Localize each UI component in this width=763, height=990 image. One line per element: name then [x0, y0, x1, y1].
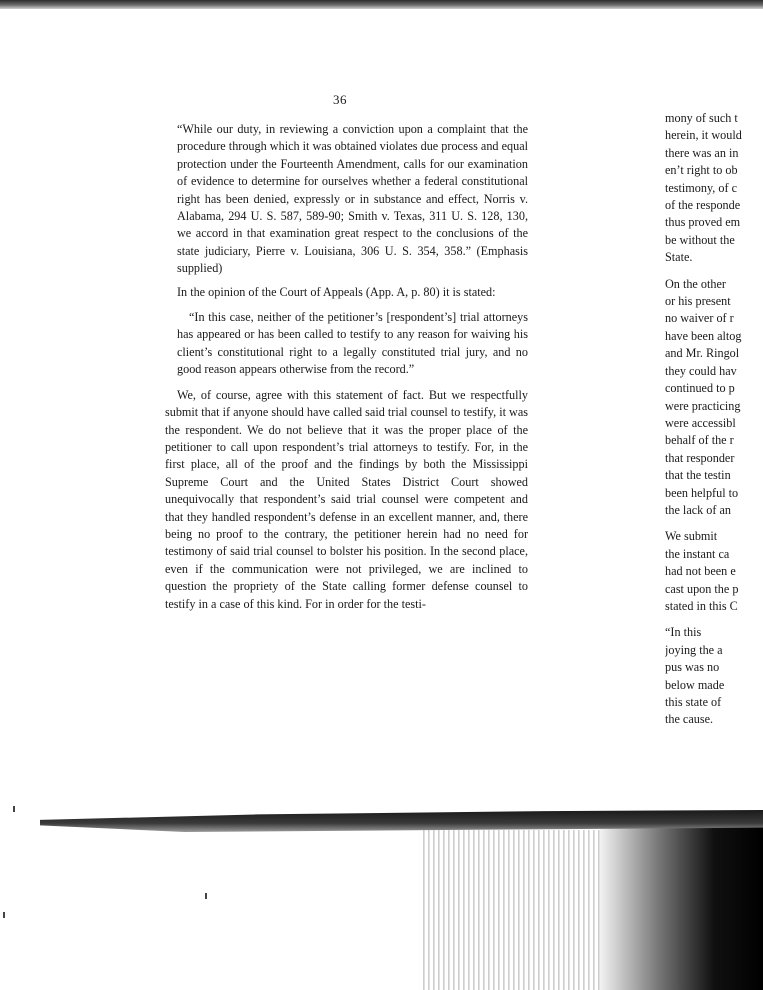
right-line: joying the a: [665, 642, 723, 657]
right-line: of the responde: [665, 198, 741, 213]
right-line: this state of: [665, 695, 722, 709]
paragraph-gap: [665, 519, 763, 528]
right-line: We submit: [665, 529, 718, 544]
right-line: be without the: [665, 232, 735, 247]
right-line: the instant ca: [665, 546, 730, 561]
right-line: “In this: [665, 625, 702, 640]
scan-top-edge: [0, 0, 763, 9]
scan-speck: [13, 806, 15, 812]
right-column-fragment: [665, 110, 763, 760]
right-line: thus proved em: [665, 215, 741, 230]
right-line: State.: [665, 250, 693, 265]
right-line: no waiver of r: [665, 311, 734, 326]
argument-paragraph: We, of course, agree with this statement of fact. But we respectfully submit that if anyone should have called said trial counsel to testify, it was the respondent. We do not believe that it was the proper place of the petitioner to call upon respondent’s trial attorneys to testify. For, in the first place, all of the proof and the findings by both the Mississippi Supreme Court and the United States District Court showed unequivocally that respondent’s said trial counsel were competent and that they handled respondent’s defense in an excellent manner, and, there being no proof to the contrary, the petitioner herein had no need for testimony of said trial counsel to bolster his position. In the second place, even if the communication were not privileged, we are inclined to question the propriety of the State calling former defense counsel to testify in a case of this kind. For in order for the testi-: [165, 387, 528, 611]
right-line: have been altog: [665, 328, 742, 343]
right-line: were practicing: [665, 398, 741, 413]
right-line: herein, it would: [665, 128, 742, 143]
page-number: 36: [333, 92, 347, 107]
right-line: there was an in: [665, 145, 739, 160]
scan-shadow: [600, 820, 763, 990]
right-line: were accessibl: [665, 415, 736, 430]
right-line: below made: [665, 677, 725, 692]
right-line: the lack of an: [665, 502, 731, 517]
right-line: cast upon the p: [665, 581, 739, 596]
paragraph-gap: [665, 267, 763, 276]
right-line: that the testin: [665, 468, 731, 483]
right-line: stated in this C: [665, 598, 738, 613]
scan-speck: [205, 893, 207, 899]
right-line: and Mr. Ringol: [665, 346, 740, 361]
right-line: behalf of the r: [665, 433, 734, 448]
quotation-court-of-appeals: “In this case, neither of the petitioner’s [respondent’s] trial attorneys has appeared or has been called to testify to any reason for waiving his client’s constitutional right to a legally constituted trial jury, and no good reason appears otherwise from the record.”: [177, 310, 528, 377]
left-column: [165, 121, 528, 613]
right-line: mony of such t: [665, 111, 738, 125]
right-line: that responder: [665, 450, 735, 465]
right-line: they could hav: [665, 363, 737, 378]
scan-streaks: [420, 830, 600, 990]
right-line: or his present: [665, 294, 731, 309]
quotation-supreme-court: “While our duty, in reviewing a conviction upon a complaint that the procedure through which it was obtained violates due process and equal protection under the Fourteenth Amendment, calls for our examination of evidence to determine for ourselves whether a federal constitutional right has been denied, expressly or in substance and effect, Norris v. Alabama, 294 U. S. 587, 589-90; Smith v. Texas, 311 U. S. 128, 130, we accord in that examination great respect to the conclusions of the state judiciary, Pierre v. Louisiana, 306 U. S. 354, 358.” (Emphasis supplied): [177, 122, 528, 276]
right-line: had not been e: [665, 564, 736, 579]
right-line: On the other: [665, 276, 726, 291]
right-line: continued to p: [665, 381, 735, 396]
scan-speck: [3, 912, 5, 918]
right-line: the cause.: [665, 712, 714, 727]
right-line: en’t right to ob: [665, 163, 738, 178]
right-line: pus was no: [665, 660, 720, 675]
right-line: been helpful to: [665, 485, 739, 500]
right-line: testimony, of c: [665, 180, 737, 195]
paragraph-gap: [665, 615, 763, 624]
intro-paragraph: In the opinion of the Court of Appeals (App. A, p. 80) it is stated:: [177, 284, 496, 299]
